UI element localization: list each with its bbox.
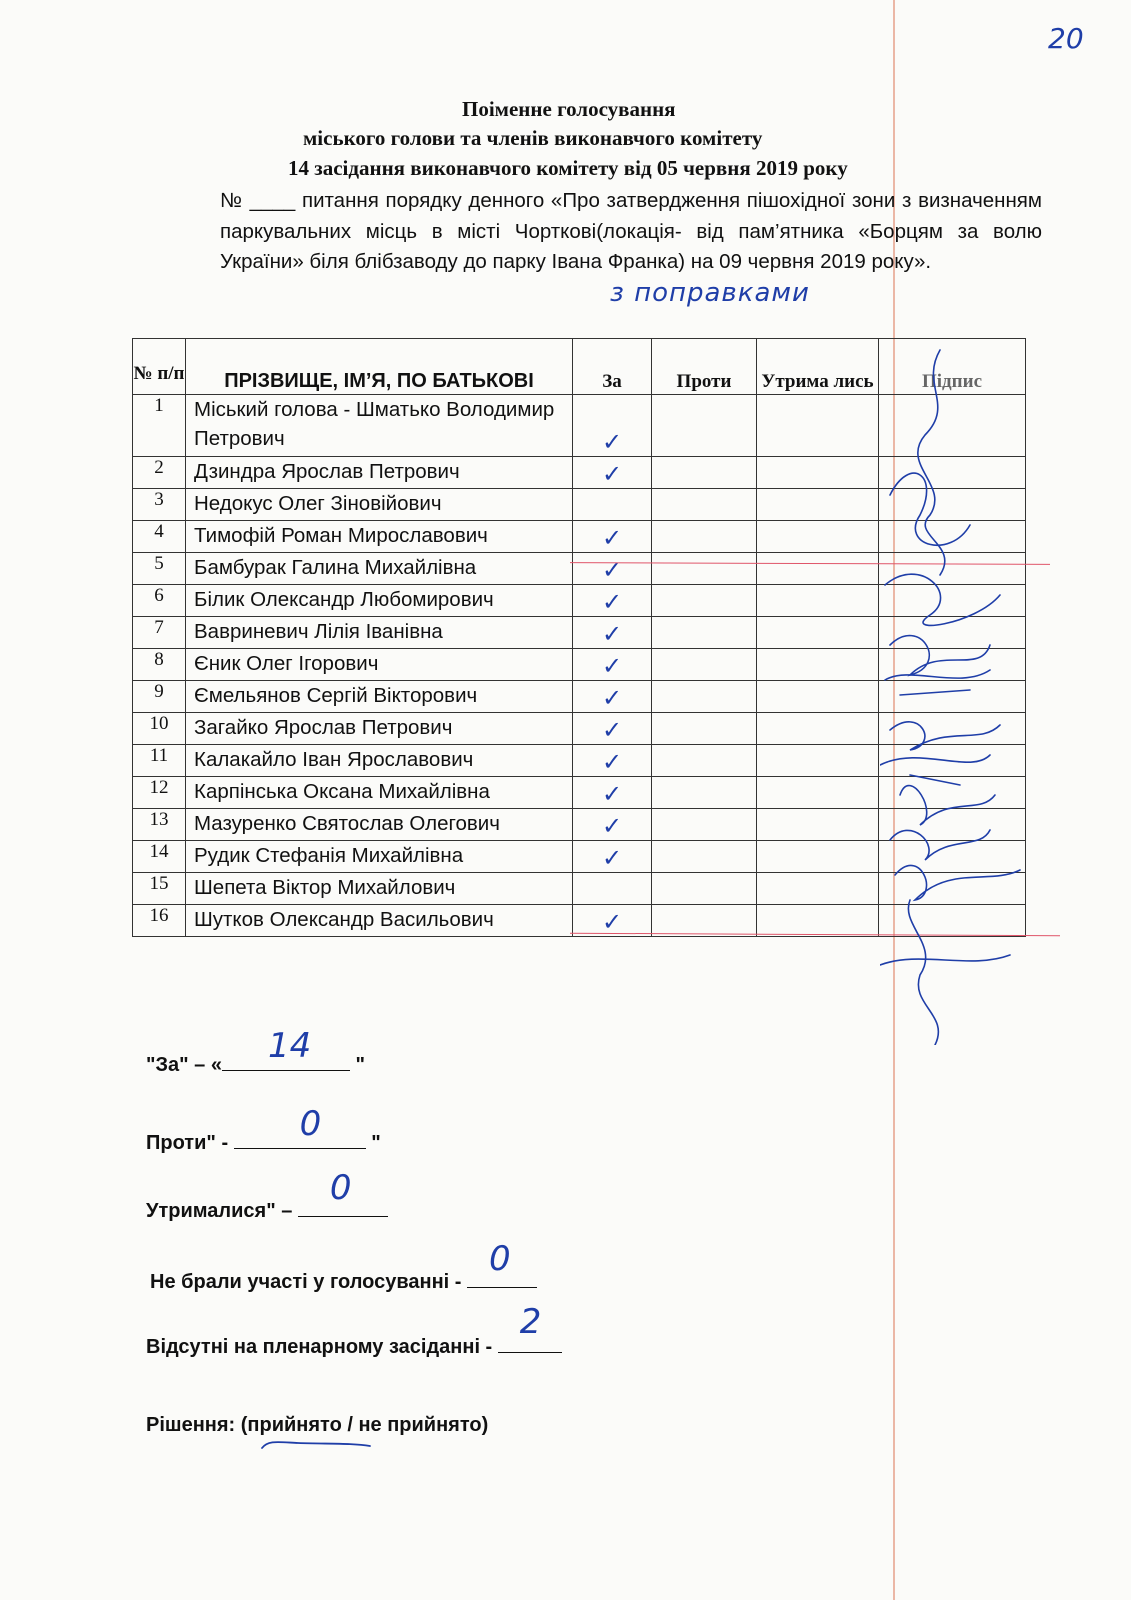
page-number: 20 [1048,22,1084,55]
row-number: 16 [133,905,186,937]
decision-label: Рішення: (прийнято / не прийнято) [146,1414,489,1436]
row-against [652,809,757,841]
row-number: 15 [133,873,186,905]
row-number: 3 [133,489,186,521]
row-name: Вавриневич Лілія Іванівна [186,617,573,649]
row-name: Шутков Олександр Васильович [186,905,573,937]
agenda-item-text: № ____ питання порядку денного «Про затвердження пішохідної зони з визначенням паркувальних місць в місті Чорткові(локація- від пам’ятника «Борцям за волю України» біля блібзаводу до парку Івана Франка) на 09 червня 2019 року». [220,189,1042,273]
summary-not-voting [150,1239,537,1294]
row-against [652,585,757,617]
row-for: ✓ [573,905,652,937]
summary-abstained [146,1168,388,1223]
against-blank [234,1104,366,1149]
row-for [573,873,652,905]
not-voting-blank [467,1239,537,1288]
row-against [652,457,757,489]
row-against [652,745,757,777]
header-signature: Підпис [879,339,1026,395]
row-for: ✓ [573,841,652,873]
row-name: Мазуренко Святослав Олегович [186,809,573,841]
row-name: Дзиндра Ярослав Петрович [186,457,573,489]
row-name: Єник Олег Ігорович [186,649,573,681]
header-abstained: Утрима лись [757,339,879,395]
row-for: ✓ [573,521,652,553]
row-against [652,553,757,585]
for-value: 14 [267,1026,312,1066]
summary-for [146,1026,366,1077]
absent-blank [498,1302,562,1353]
row-against [652,713,757,745]
row-number: 6 [133,585,186,617]
header-number: № п/п [133,339,186,395]
row-for: ✓ [573,809,652,841]
not-voting-label: Не брали участі у голосуванні - [150,1271,468,1293]
row-number: 12 [133,777,186,809]
row-abstained [757,841,879,873]
row-for: ✓ [573,745,652,777]
row-for: ✓ [573,681,652,713]
abstained-label: Утрималися" – [146,1200,298,1222]
row-against [652,395,757,457]
row-abstained [757,457,879,489]
row-against [652,905,757,937]
row-abstained [757,777,879,809]
header-for: За [573,339,652,395]
row-abstained [757,649,879,681]
row-abstained [757,873,879,905]
row-number: 2 [133,457,186,489]
row-against [652,617,757,649]
decision [146,1414,488,1437]
row-for [573,489,652,521]
row-against [652,521,757,553]
row-abstained [757,521,879,553]
for-label: "За" – « [146,1054,222,1076]
row-abstained [757,489,879,521]
row-abstained [757,681,879,713]
row-name: Міський голова - Шматько Володимир Петрович [186,395,573,457]
row-name: Калакайло Іван Ярославович [186,745,573,777]
row-for: ✓ [573,617,652,649]
row-abstained [757,905,879,937]
row-abstained [757,585,879,617]
row-abstained [757,713,879,745]
row-number: 13 [133,809,186,841]
handwritten-note: з поправками [610,278,810,308]
not-voting-value: 0 [489,1239,511,1279]
summary-against [146,1104,381,1155]
row-abstained [757,553,879,585]
title-line-1: Поіменне голосування [462,97,676,121]
row-number: 11 [133,745,186,777]
against-label: Проти" - [146,1132,234,1154]
row-abstained [757,395,879,457]
row-name: Ємельянов Сергій Вікторович [186,681,573,713]
for-tail: " [349,1054,366,1076]
row-name: Рудик Стефанія Михайлівна [186,841,573,873]
row-abstained [757,809,879,841]
row-against [652,841,757,873]
row-for: ✓ [573,649,652,681]
row-for: ✓ [573,713,652,745]
header-name: ПРІЗВИЩЕ, ІМ’Я, ПО БАТЬКОВІ [186,339,573,395]
row-name: Загайко Ярослав Петрович [186,713,573,745]
row-against [652,649,757,681]
against-value: 0 [299,1104,322,1144]
absent-label: Відсутні на пленарному засіданні - [146,1336,498,1358]
absent-value: 2 [519,1302,542,1342]
row-name: Бамбурак Галина Михайлівна [186,553,573,585]
abstained-value: 0 [329,1168,352,1208]
row-number: 7 [133,617,186,649]
row-abstained [757,617,879,649]
row-against [652,489,757,521]
row-for: ✓ [573,553,652,585]
row-name: Тимофій Роман Мирославович [186,521,573,553]
row-for: ✓ [573,777,652,809]
row-number: 4 [133,521,186,553]
row-number: 8 [133,649,186,681]
row-against [652,873,757,905]
header-against: Проти [652,339,757,395]
row-for: ✓ [573,457,652,489]
decision-underline-mark [258,1438,378,1454]
for-blank [222,1026,350,1071]
abstained-blank [298,1168,388,1217]
summary-absent [146,1302,562,1359]
row-name: Білик Олександр Любомирович [186,585,573,617]
against-tail: " [365,1132,381,1154]
row-abstained [757,745,879,777]
row-number: 5 [133,553,186,585]
signature-scribbles [880,345,1030,1045]
row-number: 14 [133,841,186,873]
row-name: Недокус Олег Зіновійович [186,489,573,521]
title-line-3: 14 засідання виконавчого комітету від 05 червня 2019 року [288,156,848,180]
row-for: ✓ [573,585,652,617]
row-number: 9 [133,681,186,713]
row-number: 1 [133,395,186,457]
row-name: Шепета Віктор Михайлович [186,873,573,905]
row-for: ✓ [573,395,652,457]
row-name: Карпінська Оксана Михайлівна [186,777,573,809]
title-line-2: міського голови та членів виконавчого комітету [303,126,763,150]
row-against [652,681,757,713]
row-number: 10 [133,713,186,745]
row-against [652,777,757,809]
